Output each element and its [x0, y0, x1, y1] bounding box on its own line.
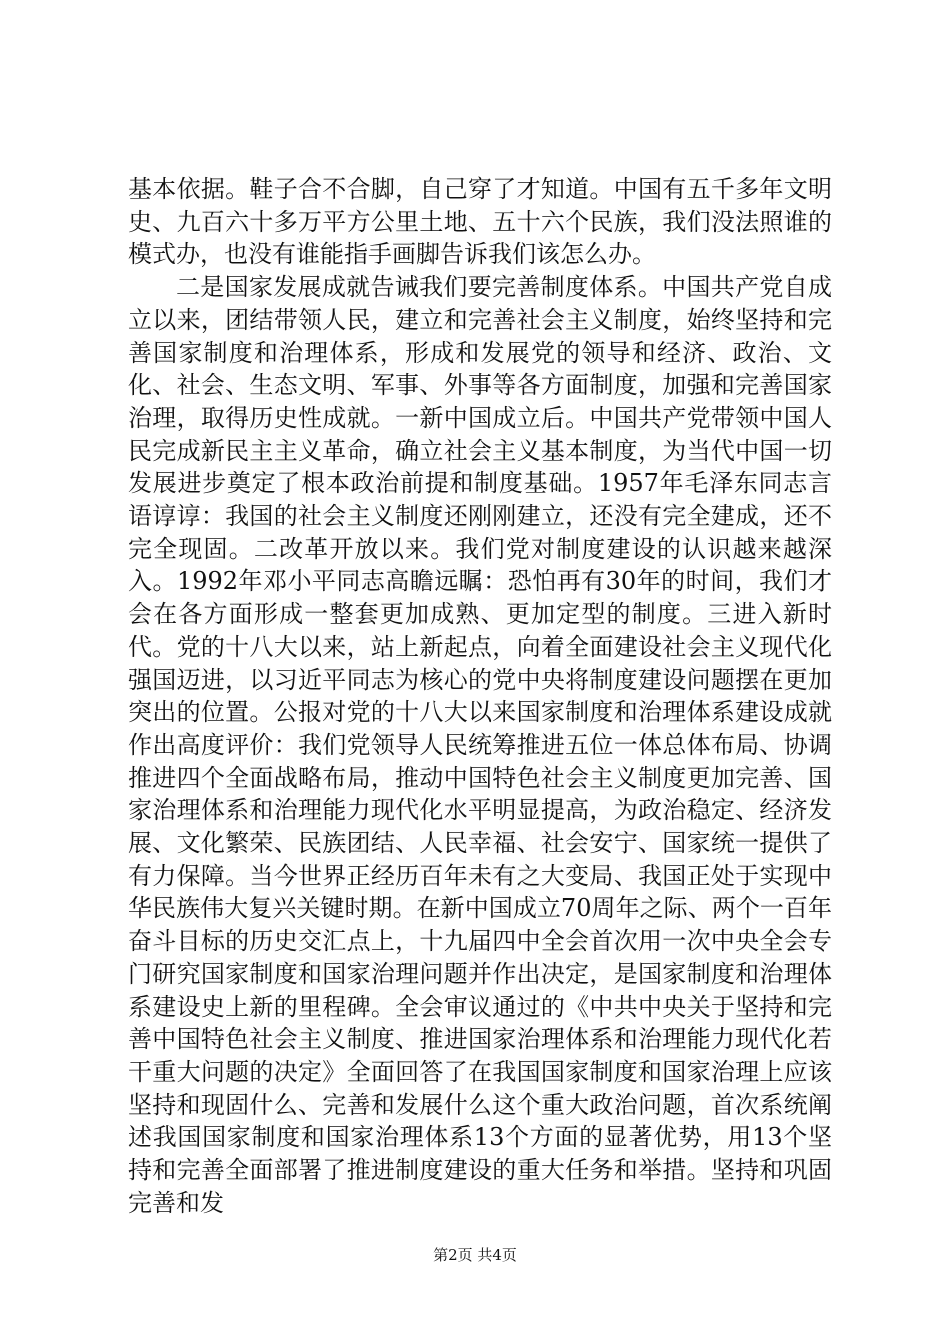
paragraph-1: 基本依据。鞋子合不合脚，自己穿了才知道。中国有五千多年文明史、九百六十多万平方公里土地、五十六个民族，我们没法照谁的模式办，也没有谁能指手画脚告诉我们该怎么办。	[128, 175, 832, 269]
document-body	[128, 173, 832, 1220]
page-number-footer: 第2页 共4页	[433, 1246, 517, 1264]
paragraph-2: 二是国家发展成就告诫我们要完善制度体系。中国共产党自成立以来，团结带领人民，建立和完善社会主义制度，始终坚持和完善国家制度和治理体系，形成和发展党的领导和经济、政治、文化、社会、生态文明、军事、外事等各方面制度，加强和完善国家治理，取得历史性成就。一新中国成立后。中国共产党带领中国人民完成新民主主义革命，确立社会主义基本制度，为当代中国一切发展进步奠定了根本政治前提和制度基础。1957年毛泽东同志言语谆谆：我国的社会主义制度还刚刚建立，还没有完全建成，还不完全现固。二改革开放以来。我们党对制度建设的认识越来越深入。1992年邓小平同志高瞻远瞩：恐怕再有30年的时间，我们才会在各方面形成一整套更加成熟、更加定型的制度。三进入新时代。党的十八大以来，站上新起点，向着全面建设社会主义现代化强国迈进，以习近平同志为核心的党中央将制度建设问题摆在更加突出的位置。公报对党的十八大以来国家制度和治理体系建设成就作出高度评价：我们党领导人民统筹推进五位一体总体布局、协调推进四个全面战略布局，推动中国特色社会主义制度更加完善、国家治理体系和治理能力现代化水平明显提高，为政治稳定、经济发展、文化繁荣、民族团结、人民幸福、社会安宁、国家统一提供了有力保障。当今世界正经历百年未有之大变局、我国正处于实现中华民族伟大复兴关键时期。在新中国成立70周年之际、两个一百年奋斗目标的历史交汇点上，十九届四中全会首次用一次中央全会专门研究国家制度和国家治理问题并作出决定，是国家制度和治理体系建设史上新的里程碑。全会审议通过的《中共中央关于坚持和完善中国特色社会主义制度、推进国家治理体系和治理能力现代化若干重大问题的决定》全面回答了在我国国家制度和国家治理上应该坚持和现固什么、完善和发展什么这个重大政治问题，首次系统阐述我国国家制度和国家治理体系13个方面的显著优势，用13个坚持和完善全面部署了推进制度建设的重大任务和举措。坚持和巩固完善和发	[128, 273, 832, 1217]
